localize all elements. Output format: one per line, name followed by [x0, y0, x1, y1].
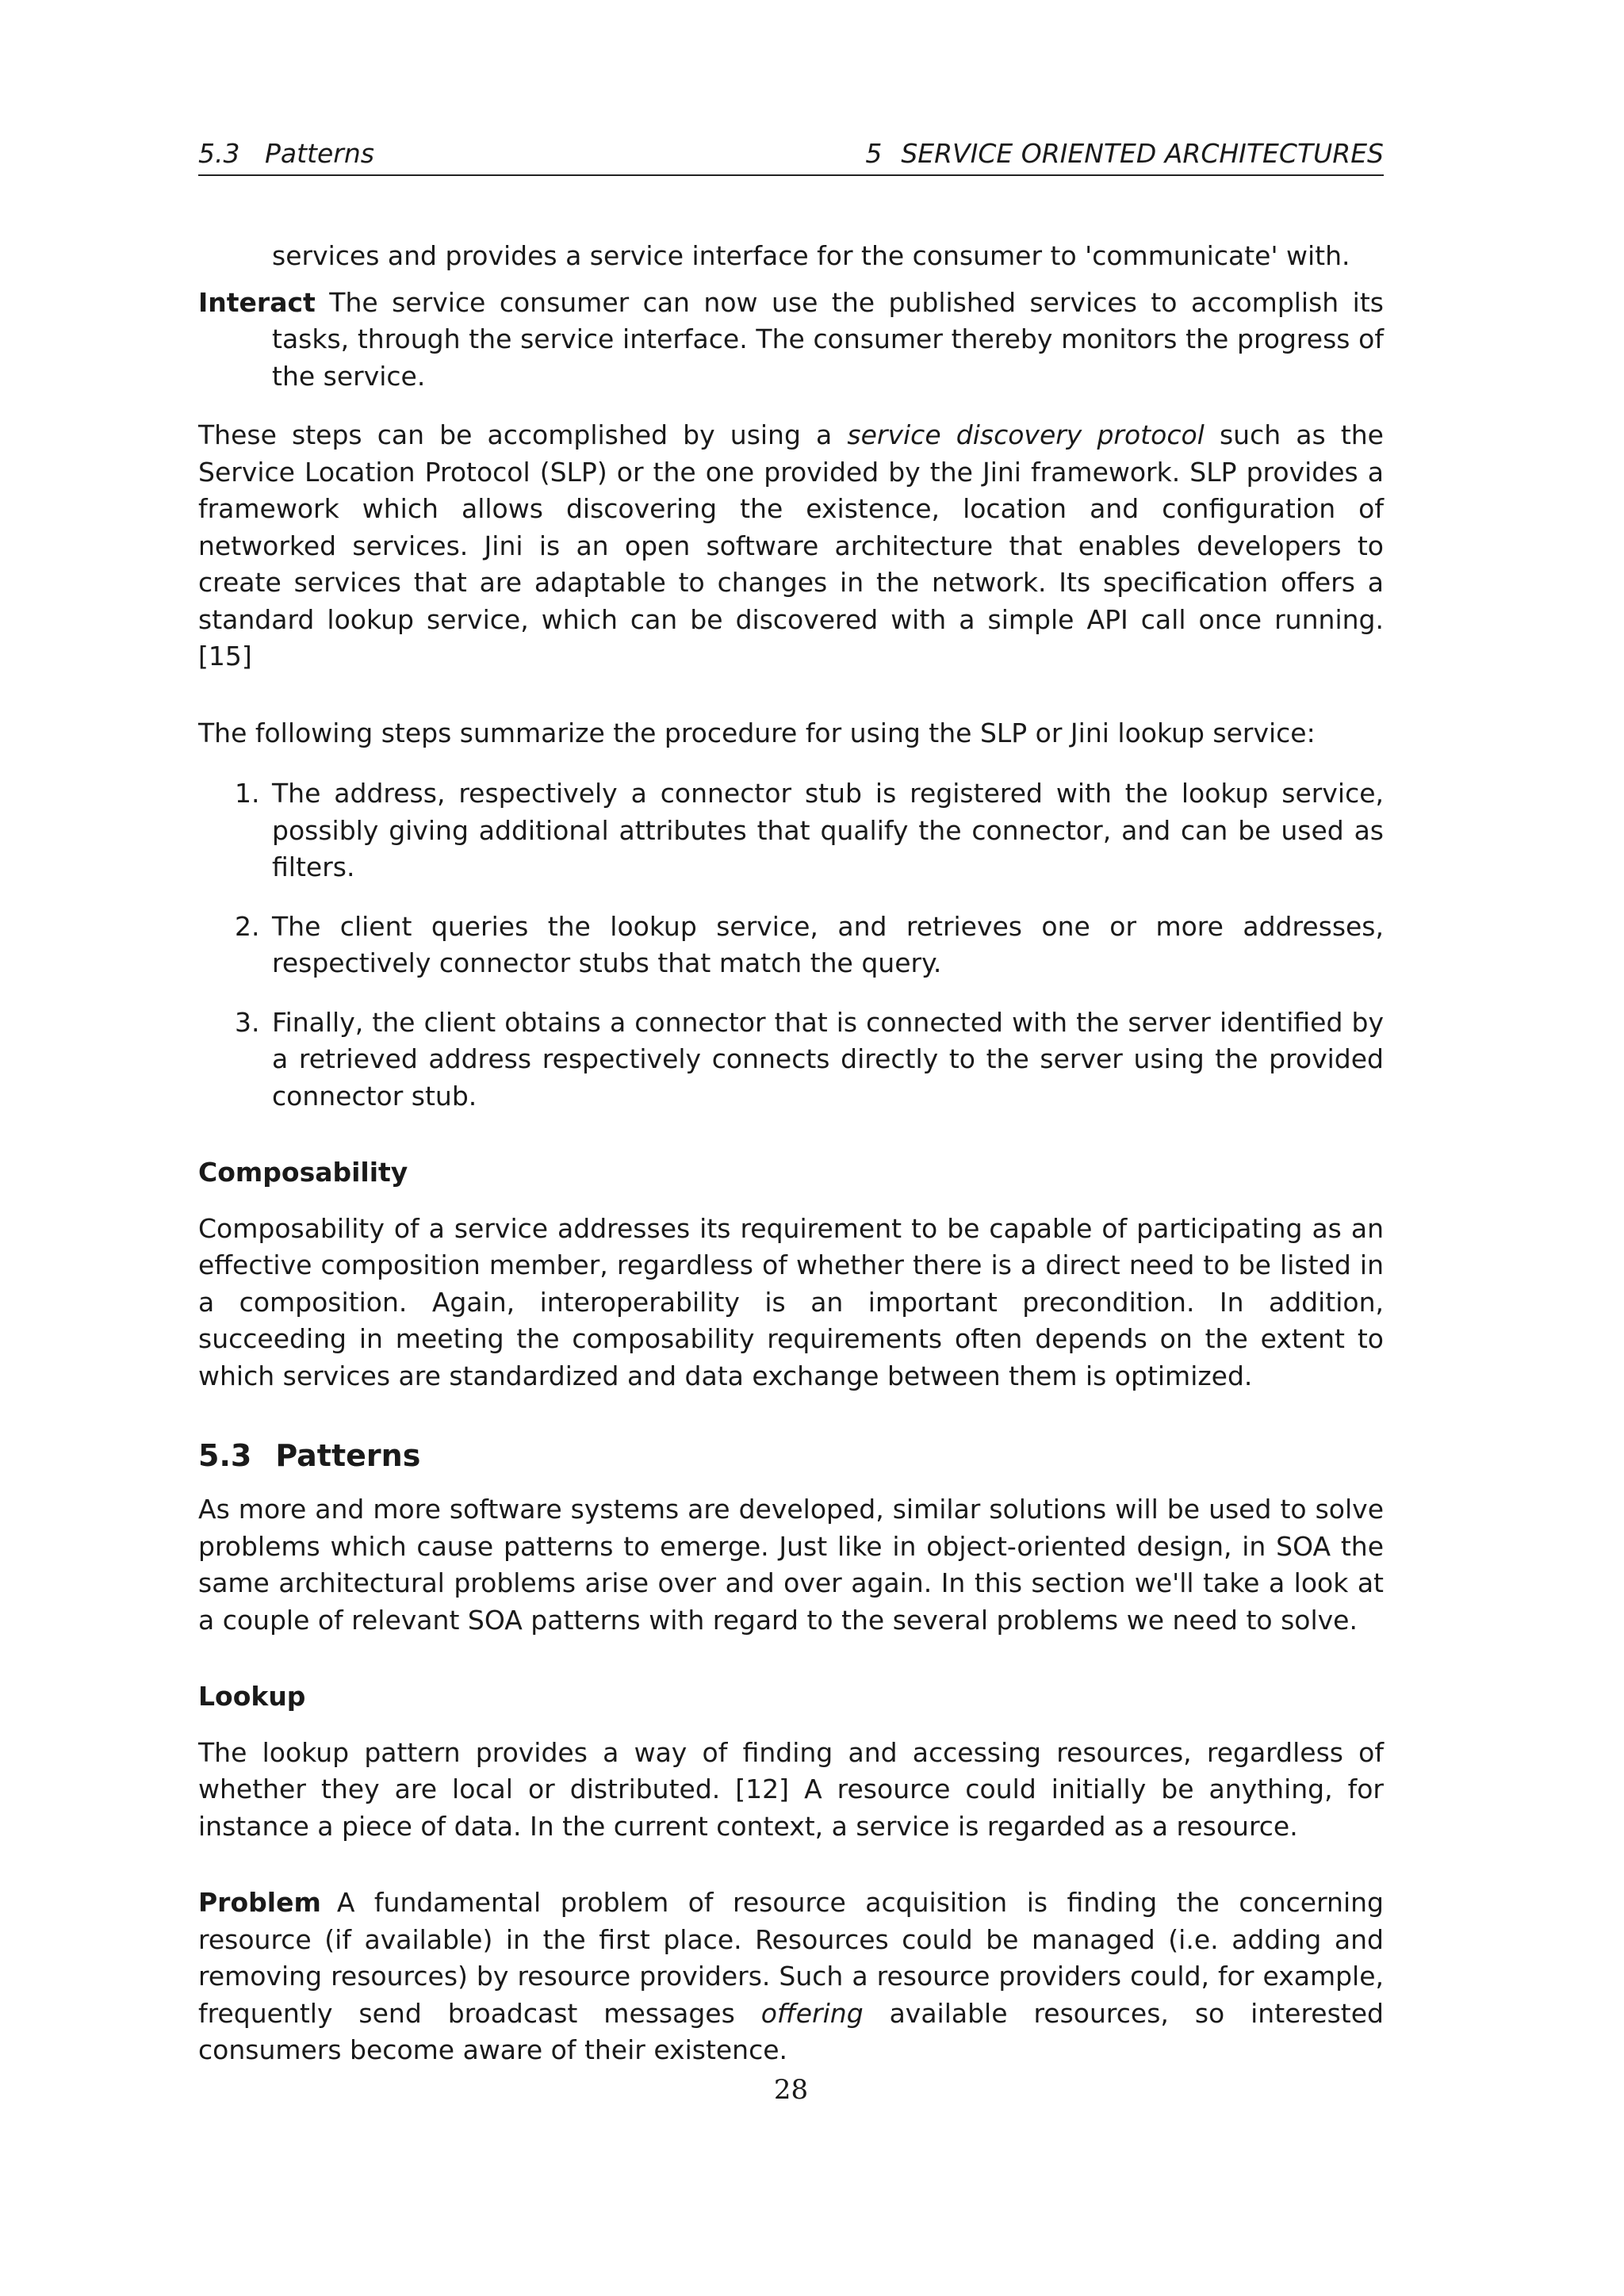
- steps-intro-paragraph: The following steps summarize the procedure for using the SLP or Jini lookup service:: [198, 717, 1316, 748]
- body-text: [198, 238, 1384, 2069]
- list-item-number: 3.: [235, 1006, 260, 1038]
- list-item: [198, 1004, 1384, 1115]
- problem-emphasis: offering: [760, 1997, 864, 2029]
- document-page: [198, 0, 1384, 2296]
- list-item-number: 1.: [235, 778, 260, 809]
- list-item-number: 2.: [235, 910, 260, 942]
- discovery-text-before: These steps can be accomplished by using a: [198, 419, 848, 450]
- interact-description: [198, 285, 1384, 396]
- list-item: [198, 775, 1384, 886]
- steps-list: [198, 775, 1384, 1115]
- section-number: 5.3: [198, 1438, 252, 1473]
- problem-paragraph: [198, 1885, 1384, 2069]
- problem-text-before: A fundamental problem of resource acquisition is finding the concerning resource (if available) in the first place. Resources could be managed (i.e. adding and removing resources) by resource providers. Such a resource providers could, for example, frequently send broadcast messages: [198, 1887, 1384, 2029]
- problem-text-after: available resources, so interested consumers become aware of their existence.: [198, 1997, 1384, 2065]
- continuation-paragraph: services and provides a service interface for the consumer to 'communicate' with.: [272, 240, 1350, 271]
- composability-heading: Composability: [198, 1157, 408, 1188]
- list-item-text: Finally, the client obtains a connector that is connected with the server identified by a retrieved address respectively connects directly to the server using the provided connector stub.: [272, 1006, 1384, 1112]
- header-section-label: 5.3 Patterns: [198, 138, 374, 169]
- page-number: 28: [773, 2074, 809, 2106]
- discovery-paragraph: [198, 417, 1384, 675]
- header-chapter-title: SERVICE ORIENTED ARCHITECTURES: [901, 138, 1384, 169]
- running-header: [198, 136, 1384, 176]
- section-heading: [198, 1436, 1384, 1475]
- header-chapter-number: 5: [865, 138, 883, 169]
- problem-term: Problem: [198, 1887, 321, 1918]
- section-title: Patterns: [275, 1438, 421, 1473]
- interact-term: Interact: [198, 286, 316, 318]
- list-item: [198, 909, 1384, 982]
- list-item-text: The client queries the lookup service, and retrieves one or more addresses, respectively connector stubs that match the query.: [272, 910, 1384, 978]
- list-item-text: The address, respectively a connector stub is registered with the lookup service, possibly giving additional attributes that qualify the connector, and can be used as filters.: [272, 778, 1384, 882]
- discovery-text-after: such as the Service Location Protocol (SLP) or the one provided by the Jini framework. SLP provides a framework which allows discovering the existence, location and configuration of networked services. Jini is an open software architecture that enables developers to create services that are adaptable to changes in the network. Its specification offers a standard lookup service, which can be discovered with a simple API call once running. [15]: [198, 419, 1384, 672]
- composability-paragraph: Composability of a service addresses its requirement to be capable of participating as an effective composition member, regardless of whether there is a direct need to be listed in a composition. Again, interoperability is an important precondition. In addition, succeeding in meeting the composability requirements often depends on the extent to which services are standardized and data exchange between them is optimized.: [198, 1212, 1384, 1391]
- header-chapter-label: [865, 136, 1384, 171]
- lookup-paragraph: The lookup pattern provides a way of finding and accessing resources, regardless of whether they are local or distributed. [12] A resource could initially be anything, for instance a piece of data. In the current context, a service is regarded as a resource.: [198, 1736, 1384, 1842]
- lookup-heading: Lookup: [198, 1681, 306, 1712]
- patterns-paragraph: As more and more software systems are developed, similar solutions will be used to solve problems which cause patterns to emerge. Just like in object-oriented design, in SOA the same architectural problems arise over and over again. In this section we'll take a look at a couple of relevant SOA patterns with regard to the several problems we need to solve.: [198, 1494, 1384, 1636]
- interact-text: The service consumer can now use the published services to accomplish its tasks, through the service interface. The consumer thereby monitors the progress of the service.: [272, 286, 1384, 392]
- discovery-emphasis: service discovery protocol: [847, 419, 1205, 450]
